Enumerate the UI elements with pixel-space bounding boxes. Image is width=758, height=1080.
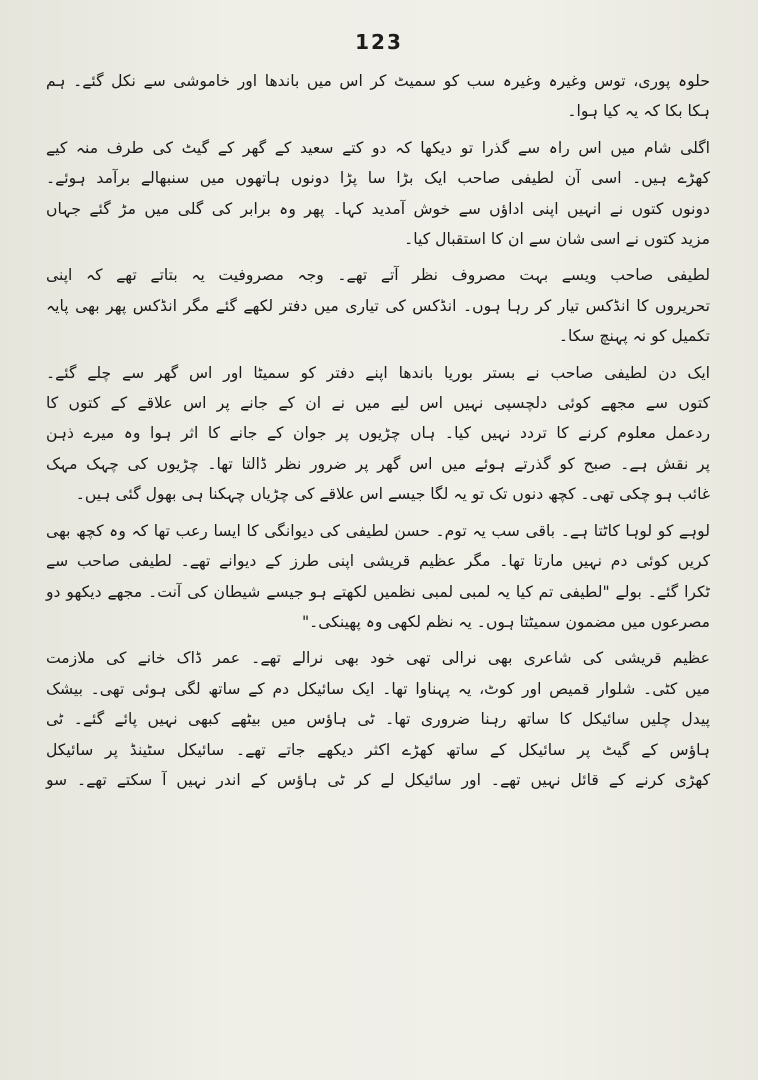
paragraph bbox=[46, 260, 710, 351]
text-line: کھڑے ہیں۔ اسی آن لطیفی صاحب ایک بڑا سا پڑا دونوں ہاتھوں میں سنبھالے برآمد ہوئے۔ bbox=[46, 169, 710, 188]
page-text bbox=[46, 66, 710, 795]
text-line: کتوں سے مجھے کوئی دلچسپی نہیں اس لیے میں نے ان کے جانے پر اس علاقے کے کتوں کا bbox=[46, 394, 710, 413]
text-line: میں کٹی۔ شلوار قمیص اور کوٹ، یہ پہناوا تھا۔ ایک سائیکل دم کے ساتھ لگی ہوئی تھی۔ بیشک bbox=[46, 679, 710, 698]
paragraph bbox=[46, 516, 710, 638]
text-line: پیدل چلیں سائیکل کا ساتھ رہنا ضروری تھا۔ ٹی ہاؤس میں بیٹھے کبھی نہیں پائے گئے۔ ٹی bbox=[46, 710, 710, 729]
text-line: کھڑی کرنے کے قائل نہیں تھے۔ اور سائیکل لے کر ٹی ہاؤس کے اندر نہیں آ سکتے تھے۔ سو bbox=[46, 770, 710, 789]
text-line: اگلی شام میں اس راہ سے گذرا تو دیکھا کہ دو کتے سعید کے گھر کے گیٹ کی طرف منہ کیے bbox=[46, 138, 710, 157]
text-line: ردعمل معلوم کرنے کا تردد نہیں کیا۔ ہاں چڑیوں پر جوان کے جانے کا اثر ہوا وہ میرے ذہن bbox=[46, 424, 710, 443]
text-line: ہکا بکا کہ یہ کیا ہوا۔ bbox=[567, 102, 710, 121]
paragraph bbox=[46, 643, 710, 795]
text-line: عظیم قریشی کی شاعری بھی نرالی تھی خود بھی نرالے تھے۔ عمر ڈاک خانے کی ملازمت bbox=[46, 649, 710, 668]
paragraph bbox=[46, 358, 710, 510]
text-line: مزید کتوں نے اسی شان سے ان کا استقبال کیا۔ bbox=[404, 230, 710, 249]
text-line: تحریروں کا انڈکس تیار کر رہا ہوں۔ انڈکس کی تیاری میں دفتر لکھے گئے مگر انڈکس پھر بھی پایہ bbox=[46, 296, 710, 315]
text-line: حلوہ پوری، توس وغیرہ وغیرہ سب کو سمیٹ کر اس میں باندھا اور خاموشی سے نکل گئے۔ ہم bbox=[46, 72, 710, 90]
text-line: لوہے کو لوہا کاٹتا ہے۔ باقی سب یہ توم۔ حسن لطیفی کی دیوانگی کا ایسا رعب تھا کہ وہ کچھ بھی bbox=[46, 521, 710, 540]
text-line: تکمیل کو نہ پہنچ سکا۔ bbox=[558, 327, 710, 346]
text-line: پر نقش ہے۔ صبح کو گذرتے ہوئے میں اس گھر پر ضرور نظر ڈالتا تھا۔ چڑیوں کی چہک مہک bbox=[46, 454, 710, 473]
page-number: 123 bbox=[355, 30, 403, 54]
text-line: لطیفی صاحب ویسے بہت مصروف نظر آتے تھے۔ وجہ مصروفیت یہ بتاتے تھے کہ اپنی bbox=[46, 266, 710, 285]
text-line: ٹکرا گئے۔ بولے "لطیفی تم کیا یہ لمبی لمبی نظمیں لکھتے ہو جیسے شیطان کی آنت۔ مجھے دیکھو دو bbox=[46, 582, 710, 601]
text-line: کریں کوئی دم نہیں مارتا تھا۔ مگر عظیم قریشی اپنی طرز کے دیوانے تھے۔ لطیفی صاحب سے bbox=[46, 552, 710, 571]
text-line: غائب ہو چکی تھی۔ کچھ دنوں تک تو یہ لگا جیسے اس علاقے کی چڑیاں چہکنا ہی بھول گئی ہیں۔ bbox=[75, 485, 710, 504]
paragraph bbox=[46, 66, 710, 127]
paragraph bbox=[46, 133, 710, 255]
text-line: ہاؤس کے گیٹ پر سائیکل کے ساتھ کھڑے اکثر دیکھے جاتے تھے۔ سائیکل سٹینڈ پر سائیکل bbox=[46, 740, 710, 759]
text-line: دونوں کتوں نے انہیں اپنی اداؤں سے خوش آمدید کہا۔ پھر وہ برابر کی گلی میں مڑ گئے جہاں bbox=[46, 199, 710, 218]
text-line: ایک دن لطیفی صاحب نے بستر بوریا باندھا اپنے دفتر کو سمیٹا اور اس گھر سے چلے گئے۔ bbox=[46, 363, 710, 382]
text-line: مصرعوں میں مضمون سمیٹتا ہوں۔ یہ نظم لکھی وہ پھینکی۔" bbox=[301, 612, 710, 631]
